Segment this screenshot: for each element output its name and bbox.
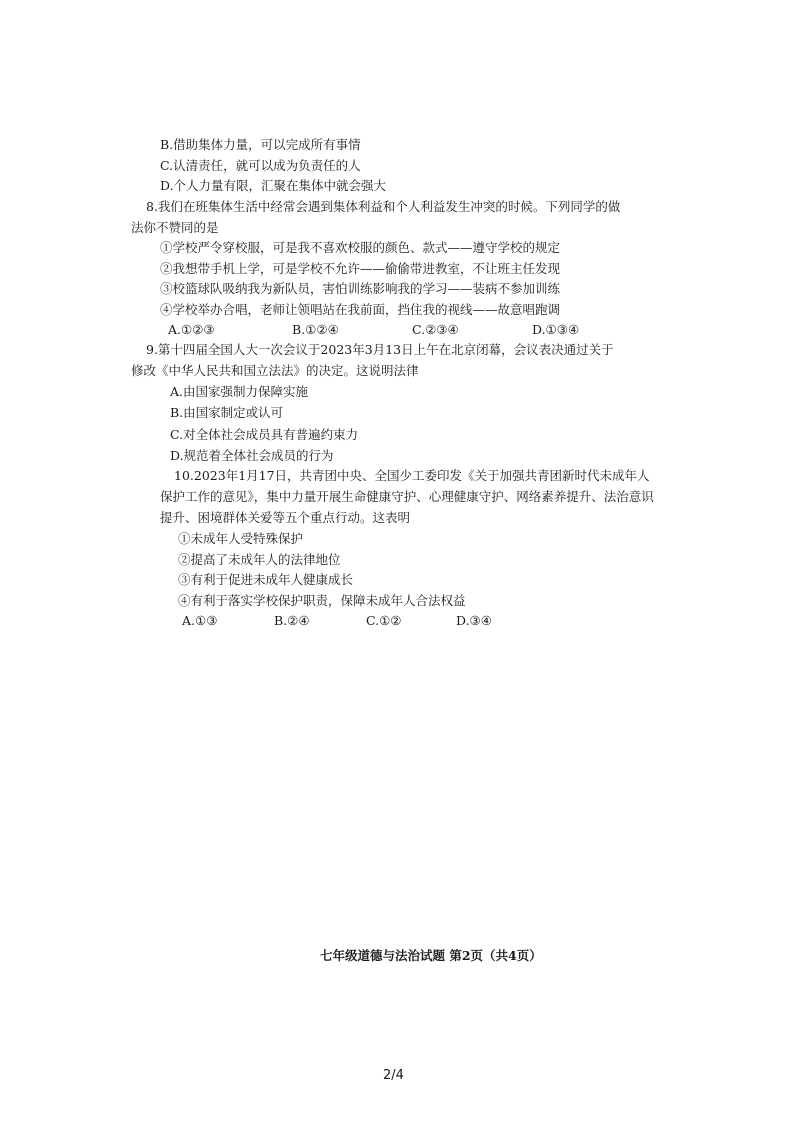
q10-item-3: ③有利于促进未成年人健康成长 <box>178 572 354 587</box>
q10-stem-line1: 10.2023年1月17日，共青团中央、全国少工委印发《关于加强共青团新时代未成年人 <box>174 468 650 483</box>
q8-choice-a: A.①②③ <box>168 322 215 337</box>
q9-stem-line2: 修改《中华人民共和国立法法》的决定。这说明法律 <box>131 363 419 378</box>
q8-choice-d: D.①③④ <box>532 322 580 337</box>
page-indicator: 2/4 <box>383 1068 404 1083</box>
q8-choice-b: B.①②④ <box>292 322 339 337</box>
q8-item-1: ①学校严令穿校服，可是我不喜欢校服的颜色、款式——遵守学校的规定 <box>160 240 561 255</box>
q9-option-b: B.由国家制定或认可 <box>170 405 284 420</box>
q10-item-1: ①未成年人受特殊保护 <box>178 531 304 546</box>
q9-stem-line1: 9.第十四届全国人大一次会议于2023年3月13日上午在北京闭幕，会议表决通过关于 <box>146 342 614 357</box>
q8-item-4: ④学校举办合唱，老师让领唱站在我前面，挡住我的视线——故意唱跑调 <box>160 302 561 317</box>
q10-stem-line3: 提升、困境群体关爱等五个重点行动。这表明 <box>160 510 411 525</box>
q10-stem-line2: 保护工作的意见》，集中力量开展生命健康守护、心理健康守护、网络素养提升、法治意识 <box>160 489 654 504</box>
q8-stem-line1: 8.我们在班集体生活中经常会遇到集体利益和个人利益发生冲突的时候。下列同学的做 <box>146 199 621 214</box>
q7-option-b: B.借助集体力量，可以完成所有事情 <box>160 137 361 152</box>
q7-option-d: D.个人力量有限，汇聚在集体中就会强大 <box>160 178 387 193</box>
q10-choice-d: D.③④ <box>456 613 492 628</box>
q8-item-3: ③校篮球队吸纳我为新队员，害怕训练影响我的学习——装病不参加训练 <box>160 281 561 296</box>
q7-option-c: C.认清责任，就可以成为负责任的人 <box>160 158 361 173</box>
q9-option-d: D.规范着全体社会成员的行为 <box>170 448 334 463</box>
q9-option-c: C.对全体社会成员具有普遍约束力 <box>170 427 359 442</box>
q9-option-a: A.由国家强制力保障实施 <box>170 384 309 399</box>
q10-item-4: ④有利于落实学校保护职责，保障未成年人合法权益 <box>178 593 466 608</box>
q10-choice-a: A.①③ <box>182 613 218 628</box>
q8-stem-line2: 法你不赞同的是 <box>131 220 219 235</box>
q8-item-2: ②我想带手机上学，可是学校不允许——偷偷带进教室，不让班主任发现 <box>160 261 561 276</box>
q10-choice-c: C.①② <box>366 613 402 628</box>
q10-choice-b: B.②④ <box>274 613 310 628</box>
page-footer: 七年级道德与法治试题 第2页（共4页） <box>320 948 542 963</box>
q10-item-2: ②提高了未成年人的法律地位 <box>178 552 341 567</box>
q8-choice-c: C.②③④ <box>412 322 459 337</box>
